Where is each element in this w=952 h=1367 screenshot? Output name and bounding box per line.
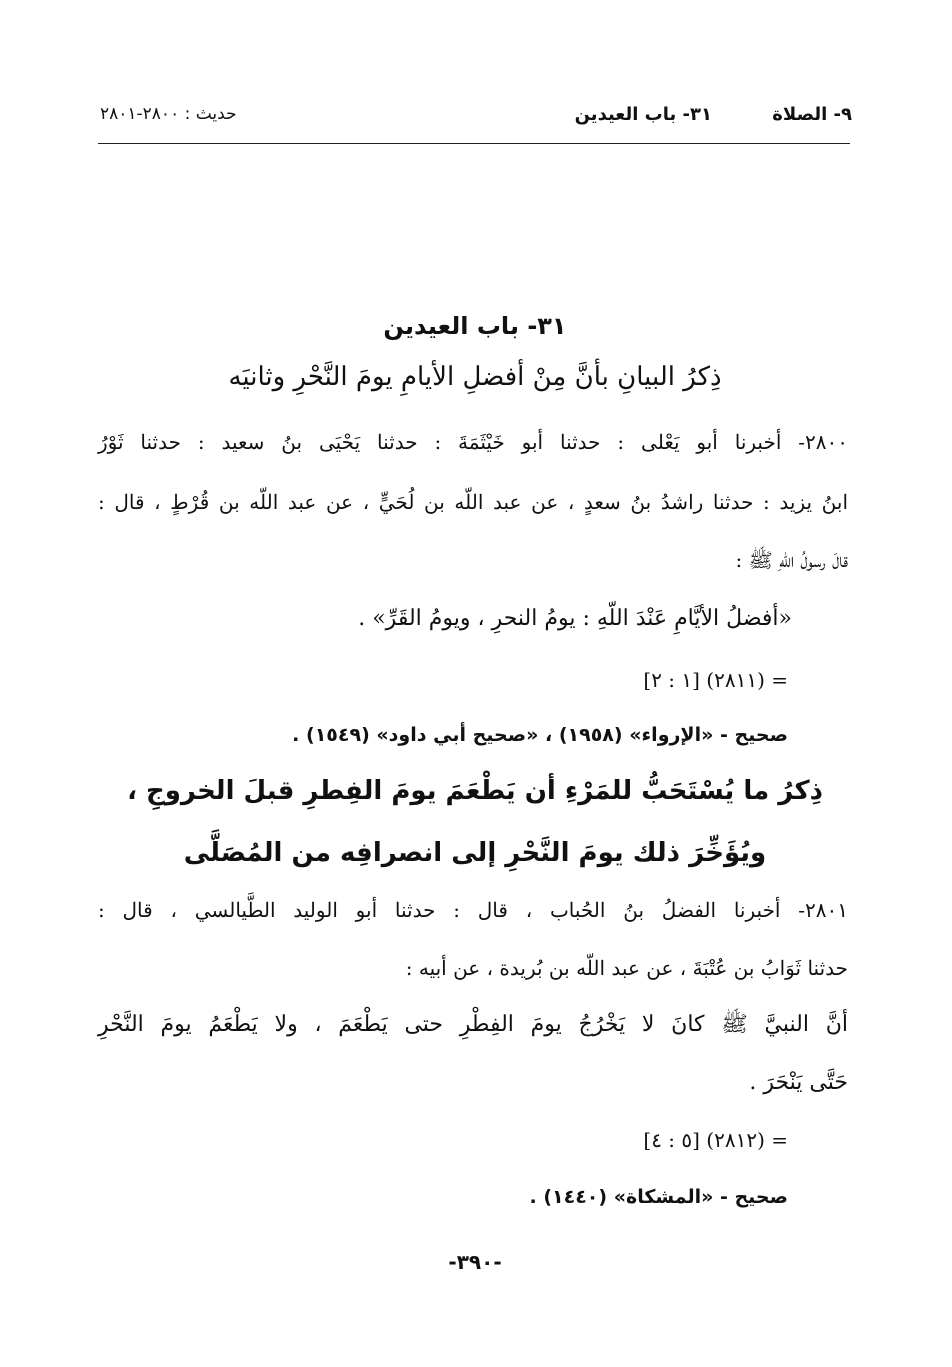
hadith-grade: صحيح - «المشكاة» (١٤٤٠) . [529, 1186, 788, 1208]
hadith-matn: حَتَّى يَنْحَرَ . [749, 1070, 848, 1095]
isnad-line: ابنُ يزيد : حدثنا راشدُ بنُ سعدٍ ، عن عبد اللّه بن لُحَيٍّ ، عن عبد اللّه بن قُرْطٍ ، قال : [98, 490, 848, 514]
isnad-line: قالَ رسولُ اللّهِ ﷺ : [735, 548, 848, 572]
isnad-line: ٢٨٠١- أخبرنا الفضلُ بنُ الحُباب ، قال : حدثنا أبو الوليد الطَّيالسي ، قال : [98, 898, 848, 922]
cross-reference: = (٢٨١١) [١ : ٢] [643, 668, 788, 692]
section-title: ويُؤَخِّرَ ذلك يومَ النَّحْرِ إلى انصرافِه من المُصَلَّى [183, 838, 767, 868]
section-title: ذِكرُ البيانِ بأنَّ مِنْ أفضلِ الأيامِ يومَ النَّحْرِ وثانيَه [228, 362, 722, 392]
running-header-hadith-range: حديث : ٢٨٠٠-٢٨٠١ [100, 104, 237, 124]
cross-reference: = (٢٨١٢) [٥ : ٤] [643, 1128, 788, 1152]
page-number: -٣٩٠- [448, 1250, 502, 1274]
hadith-matn: «أفضلُ الأيَّامِ عَنْدَ اللّهِ : يومُ النحرِ ، ويومُ القَرِّ» . [358, 606, 792, 631]
hadith-grade: صحيح - «الإرواء» (١٩٥٨) ، «صحيح أبي داود» (١٥٤٩) . [292, 724, 788, 746]
running-header-book: ٩- الصلاة [772, 104, 852, 125]
header-rule [98, 143, 850, 144]
isnad-line: ٢٨٠٠- أخبرنا أبو يَعْلى : حدثنا أبو خَيْثَمَةَ : حدثنا يَحْيَى بنُ سعيد : حدثنا ثَوْرُ [98, 430, 848, 454]
section-title: ذِكرُ ما يُسْتَحَبُّ للمَرْءِ أن يَطْعَمَ يومَ الفِطرِ قبلَ الخروجِ ، [127, 776, 823, 806]
hadith-matn: أنَّ النبيَّ ﷺ كانَ لا يَخْرُجُ يومَ الفِطْرِ حتى يَطْعَمَ ، ولا يَطْعَمُ يومَ النَّحْرِ [98, 1012, 848, 1037]
running-header-chapter: ٣١- باب العيدين [574, 104, 712, 125]
isnad-line: حدثنا ثَوَابُ بن عُتْبَةَ ، عن عبد اللّه بن بُريدة ، عن أبيه : [405, 956, 848, 980]
chapter-title: ٣١- باب العيدين [383, 312, 567, 340]
